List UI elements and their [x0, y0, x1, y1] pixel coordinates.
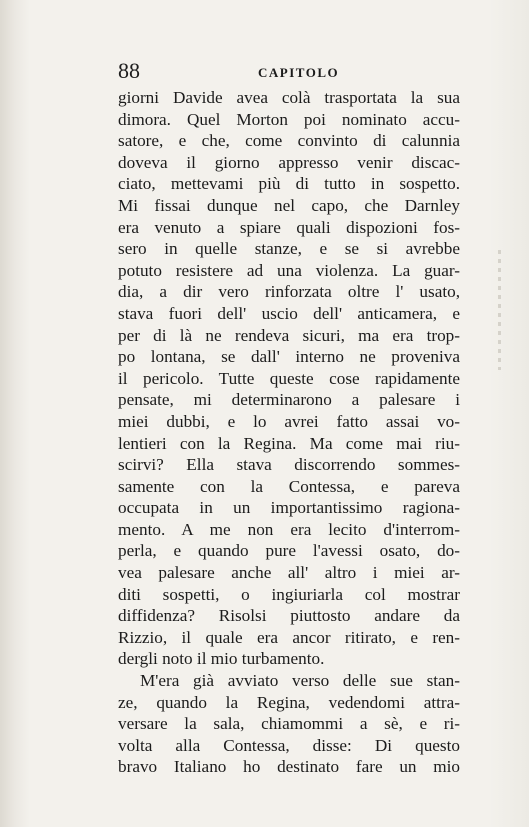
- text-line: vea palesare anche all' altro i miei ar-: [118, 563, 460, 583]
- body-text: [118, 87, 460, 778]
- text-line: pensate, mi determinarono a palesare i: [118, 390, 460, 410]
- text-line: versare la sala, chiamommi a sè, e ri-: [118, 714, 460, 734]
- text-line: satore, e che, come convinto di calunnia: [118, 131, 460, 151]
- running-head: CAPITOLO: [258, 65, 340, 80]
- text-line: occupata in un importantissimo ragiona-: [118, 498, 460, 518]
- text-line: mento. A me non era lecito d'interrom-: [118, 519, 460, 539]
- text-line: doveva il giorno appresso venir discac-: [118, 152, 460, 172]
- text-line: M'era già avviato verso delle sue stan-: [140, 671, 460, 691]
- text-line: ciato, mettevami più di tutto in sospetto.: [118, 174, 460, 194]
- text-line: diffidenza? Risolsi piuttosto andare da: [118, 606, 460, 626]
- text-line: volta alla Contessa, disse: Di questo: [118, 735, 460, 755]
- page-gutter-shadow: [0, 0, 30, 827]
- text-line: po lontana, se dall' interno ne proveniva: [118, 347, 460, 367]
- text-line: Mi fissai dunque nel capo, che Darnley: [118, 195, 460, 215]
- binding-marks: [498, 250, 501, 370]
- text-line: ze, quando la Regina, vedendomi attra-: [118, 692, 460, 712]
- text-line: Rizzio, il quale era ancor ritirato, e ren-: [118, 627, 460, 647]
- text-line: samente con la Contessa, e pareva: [118, 476, 460, 496]
- text-line: giorni Davide avea colà trasportata la sua: [118, 88, 460, 107]
- text-line: dimora. Quel Morton poi nominato accu-: [118, 109, 460, 129]
- text-line: stava fuori dell' uscio dell' anticamera, e: [118, 303, 460, 323]
- page-number: 88: [118, 58, 140, 83]
- text-line: bravo Italiano ho destinato fare un mio: [118, 757, 460, 777]
- text-line: dia, a dir vero rinforzata oltre l' usato,: [118, 282, 460, 302]
- text-line: dergli noto il mio turbamento.: [118, 649, 325, 669]
- text-line: miei dubbi, e lo avrei fatto assai vo-: [118, 411, 460, 431]
- text-line: sero in quelle stanze, e se si avrebbe: [118, 239, 460, 259]
- text-line: diti sospetti, o ingiuriarla col mostrar: [118, 584, 460, 604]
- text-line: potuto resistere ad una violenza. La guar-: [118, 260, 460, 280]
- text-line: scirvi? Ella stava discorrendo sommes-: [118, 455, 460, 475]
- page-edge-shadow: [489, 0, 529, 827]
- page-header: [118, 60, 460, 88]
- text-line: lentieri con la Regina. Ma come mai riu-: [118, 433, 460, 453]
- text-line: il pericolo. Tutte queste cose rapidamente: [118, 368, 460, 388]
- text-line: per di là ne rendeva sicuri, ma era trop-: [118, 325, 460, 345]
- text-line: era venuto a spiare quali dispozioni fos-: [118, 217, 460, 237]
- text-line: perla, e quando pure l'avessi osato, do-: [118, 541, 460, 561]
